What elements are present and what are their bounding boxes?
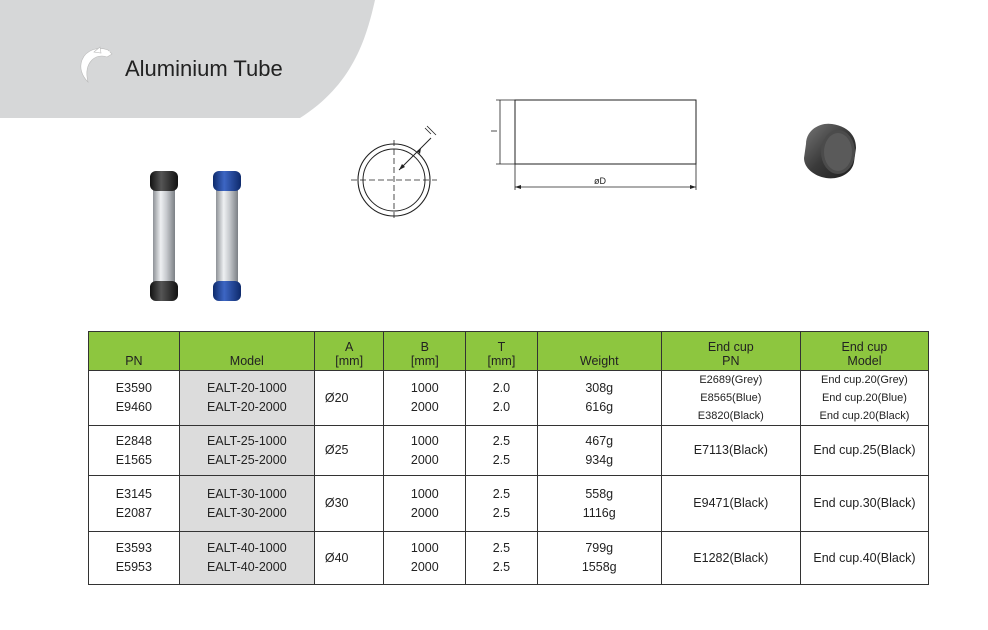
side-view-diagram: [488, 95, 703, 195]
cell-endcup-pn: E2689(Grey) E8565(Blue) E3820(Black): [661, 371, 800, 426]
cell-model: EALT-30-1000 EALT-30-2000: [179, 476, 314, 532]
table-row: [89, 371, 929, 426]
cell-endcup-model: End cup.40(Black): [800, 532, 928, 585]
cell-t: 2.5 2.5: [466, 426, 538, 476]
cell-model: EALT-40-1000 EALT-40-2000: [179, 532, 314, 585]
header-t: T [mm]: [466, 332, 538, 371]
cell-b: 1000 2000: [384, 532, 466, 585]
header-endcup-model: End cup Model: [800, 332, 928, 371]
header-pn: PN: [89, 332, 180, 371]
cell-model: EALT-20-1000 EALT-20-2000: [179, 371, 314, 426]
cell-weight: 308g 616g: [537, 371, 661, 426]
cross-section-diagram: [345, 118, 445, 222]
cell-a: Ø25: [314, 426, 384, 476]
cell-endcup-pn: E7113(Black): [661, 426, 800, 476]
cell-endcup-model: End cup.30(Black): [800, 476, 928, 532]
cell-pn: E3590 E9460: [89, 371, 180, 426]
end-cap-image: [798, 118, 862, 182]
header-model: Model: [179, 332, 314, 371]
table-header-row: [89, 332, 929, 371]
cell-pn: E3145 E2087: [89, 476, 180, 532]
cell-pn: E2848 E1565: [89, 426, 180, 476]
dolphin-logo-icon: [74, 44, 118, 86]
cell-endcup-pn: E1282(Black): [661, 532, 800, 585]
cell-t: 2.5 2.5: [466, 532, 538, 585]
tube-black-caps-image: [144, 168, 184, 304]
header-b: B [mm]: [384, 332, 466, 371]
cell-weight: 558g 1116g: [537, 476, 661, 532]
dimension-d-label: øD: [594, 176, 606, 186]
cell-model: EALT-25-1000 EALT-25-2000: [179, 426, 314, 476]
header-endcup-pn: End cup PN: [661, 332, 800, 371]
cell-a: Ø30: [314, 476, 384, 532]
cell-weight: 799g 1558g: [537, 532, 661, 585]
cell-b: 1000 2000: [384, 426, 466, 476]
cell-weight: 467g 934g: [537, 426, 661, 476]
header-weight: Weight: [537, 332, 661, 371]
spec-table: [88, 331, 929, 585]
cell-b: 1000 2000: [384, 371, 466, 426]
table-row: [89, 476, 929, 532]
cell-a: Ø20: [314, 371, 384, 426]
cell-t: 2.0 2.0: [466, 371, 538, 426]
cell-b: 1000 2000: [384, 476, 466, 532]
cell-endcup-pn: E9471(Black): [661, 476, 800, 532]
tube-blue-caps-image: [207, 168, 247, 304]
header-a: A [mm]: [314, 332, 384, 371]
cell-a: Ø40: [314, 532, 384, 585]
page-title: Aluminium Tube: [125, 56, 283, 81]
table-row: [89, 532, 929, 585]
cell-pn: E3593 E5953: [89, 532, 180, 585]
cell-endcup-model: End cup.25(Black): [800, 426, 928, 476]
cell-t: 2.5 2.5: [466, 476, 538, 532]
cell-endcup-model: End cup.20(Grey) End cup.20(Blue) End cup.20(Black): [800, 371, 928, 426]
table-row: [89, 426, 929, 476]
